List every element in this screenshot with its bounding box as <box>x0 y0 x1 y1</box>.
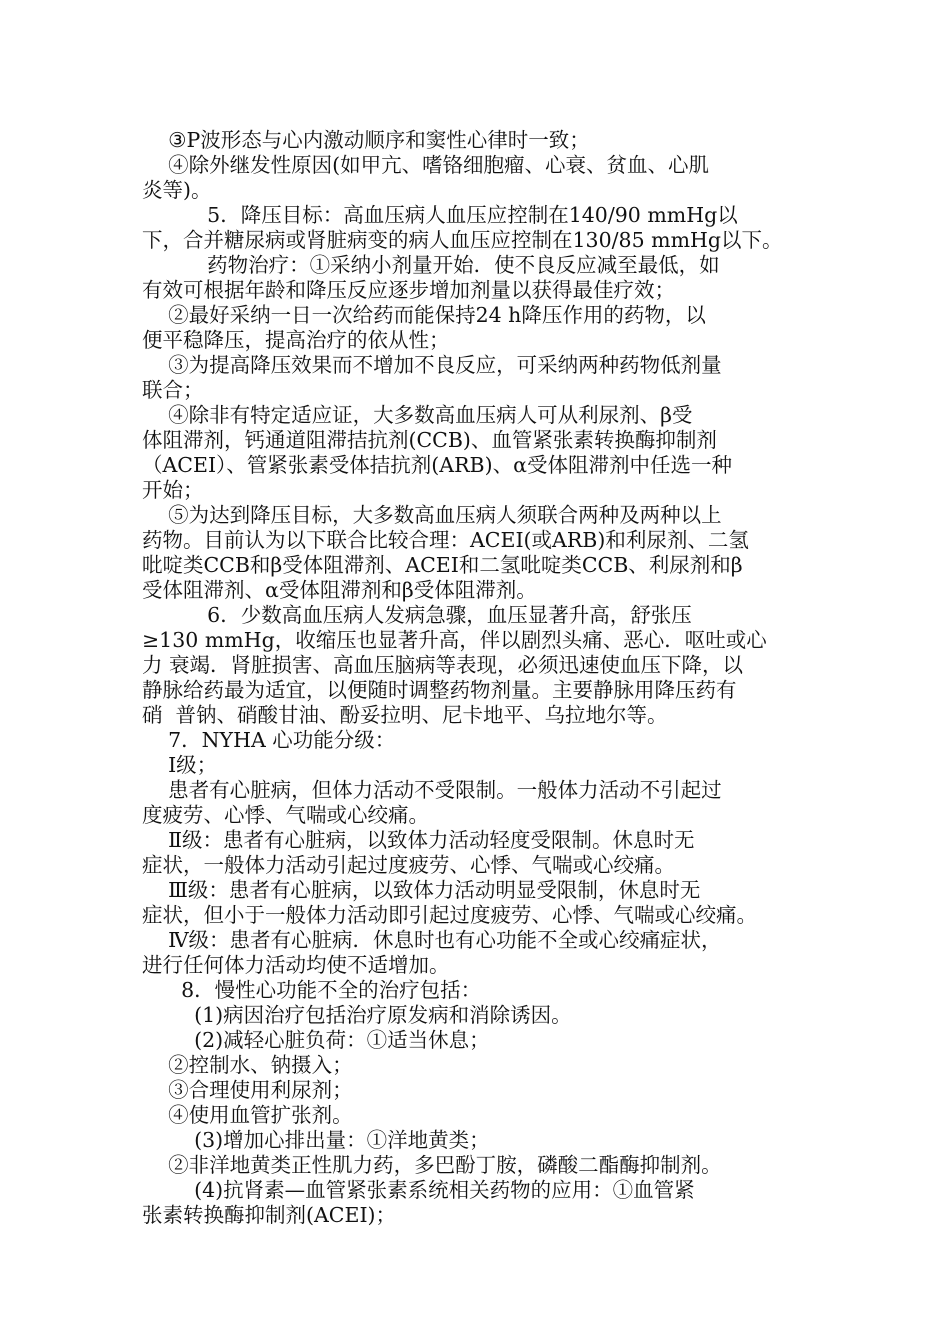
text-line: 药物。目前认为以下联合比较合理：ACEI(或ARB)和利尿剂、二氢 <box>142 528 749 552</box>
text-line: 度疲劳、心悸、气喘或心绞痛。 <box>142 803 429 827</box>
text-line: ②最好采纳一日一次给药而能保持24 h降压作用的药物，以 <box>142 303 706 327</box>
text-line: ④使用血管扩张剂。 <box>142 1103 353 1127</box>
text-line: (1)病因治疗包括治疗原发病和消除诱因。 <box>142 1003 572 1027</box>
text-line: ④除非有特定适应证，大多数高血压病人可从利尿剂、β受 <box>142 403 693 427</box>
text-line: 力 衰竭．肾脏损害、高血压脑病等表现，必须迅速使血压下降，以 <box>142 653 744 677</box>
text-line: 硝 普钠、硝酸甘油、酚妥拉明、尼卡地平、乌拉地尔等。 <box>142 703 668 727</box>
text-line: （ACEI）、管紧张素受体拮抗剂(ARB)、α受体阻滞剂中任选一种 <box>142 453 732 477</box>
text-line: Ⅳ级：患者有心脏病．休息时也有心功能不全或心绞痛症状， <box>142 928 722 952</box>
text-line: 8．慢性心功能不全的治疗包括： <box>142 978 482 1002</box>
text-line: 5．降压目标：高血压病人血压应控制在140/90 mmHg以 <box>142 203 738 227</box>
text-line: 症状，但小于一般体力活动即引起过度疲劳、心悸、气喘或心绞痛。 <box>142 903 757 927</box>
text-line: Ⅰ级； <box>142 753 218 777</box>
text-line: 便平稳降压，提高治疗的依从性； <box>142 328 450 352</box>
text-line: ④除外继发性原因(如甲亢、嗜铬细胞瘤、心衰、贫血、心肌 <box>142 153 710 177</box>
text-line: ②非洋地黄类正性肌力药，多巴酚丁胺，磷酸二酯酶抑制剂。 <box>142 1153 722 1177</box>
text-line: ≥130 mmHg，收缩压也显著升高，伴以剧烈头痛、恶心．呕吐或心 <box>142 628 767 652</box>
text-line: (3)增加心排出量：①洋地黄类； <box>142 1128 490 1152</box>
text-line: 静脉给药最为适宜，以便随时调整药物剂量。主要静脉用降压药有 <box>142 678 737 702</box>
text-line: 有效可根据年龄和降压反应逐步增加剂量以获得最佳疗效； <box>142 278 675 302</box>
text-line: 6．少数高血压病人发病急骤，血压显著升高，舒张压 <box>142 603 692 627</box>
text-line: 症状，一般体力活动引起过度疲劳、心悸、气喘或心绞痛。 <box>142 853 675 877</box>
text-line: 炎等)。 <box>142 178 212 202</box>
text-line: ③P波形态与心内激动顺序和窦性心律时一致； <box>142 128 590 152</box>
text-line: 张素转换酶抑制剂(ACEI)； <box>142 1203 397 1227</box>
text-line: 进行任何体力活动均使不适增加。 <box>142 953 450 977</box>
text-line: 下，合并糖尿病或肾脏病变的病人血压应控制在130/85 mmHg以下。 <box>142 228 783 252</box>
text-line: 患者有心脏病，但体力活动不受限制。一般体力活动不引起过 <box>142 778 722 802</box>
text-line: 7．NYHA 心功能分级： <box>142 728 396 752</box>
text-line: 开始； <box>142 478 204 502</box>
text-line: 受体阻滞剂、α受体阻滞剂和β受体阻滞剂。 <box>142 578 537 602</box>
text-line: ②控制水、钠摄入； <box>142 1053 353 1077</box>
text-line: 体阻滞剂，钙通道阻滞拮抗剂(CCB)、血管紧张素转换酶抑制剂 <box>142 428 717 452</box>
text-line: ⑤为达到降压目标，大多数高血压病人须联合两种及两种以上 <box>142 503 722 527</box>
text-line: (4)抗肾素—血管紧张素系统相关药物的应用：①血管紧 <box>142 1178 695 1202</box>
text-line: ③合理使用利尿剂； <box>142 1078 353 1102</box>
text-line: 吡啶类CCB和β受体阻滞剂、ACEI和二氢吡啶类CCB、利尿剂和β <box>142 553 743 577</box>
text-line: Ⅲ级：患者有心脏病，以致体力活动明显受限制，休息时无 <box>142 878 701 902</box>
text-line: (2)减轻心脏负荷：①适当休息； <box>142 1028 490 1052</box>
text-line: 联合； <box>142 378 204 402</box>
text-line: ③为提高降压效果而不增加不良反应，可采纳两种药物低剂量 <box>142 353 722 377</box>
text-line: Ⅱ级：患者有心脏病，以致体力活动轻度受限制。休息时无 <box>142 828 695 852</box>
text-line: 药物治疗：①采纳小剂量开始．使不良反应减至最低，如 <box>142 253 720 277</box>
